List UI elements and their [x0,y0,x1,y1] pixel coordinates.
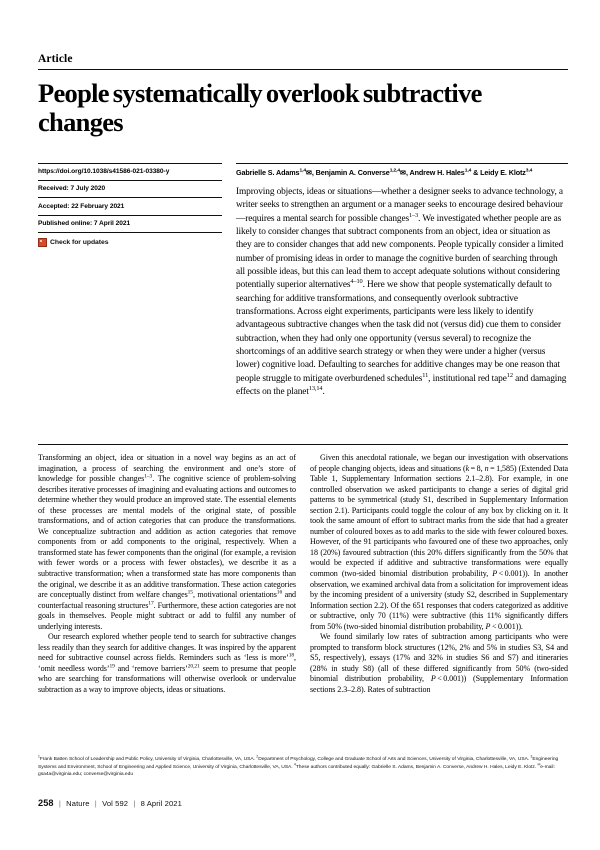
body-divider [38,444,568,445]
received-date: Received: 7 July 2020 [38,180,222,197]
footer-separator-3: | [133,799,136,808]
footer-journal-name: Nature [66,799,90,808]
body-paragraph: We found similarly low rates of subtraction among participants who were prompted to transform block structures (12%, 2% and 5% in studies S3, S4 and S5, respectively), essays (17% and 32% in studies S6 and S7) and itineraries (28% in study S8) (all of these differed significantly from 50% (two-sided binomial distribution probability, P < 0.001)) (Supplementary Information sections 2.3–2.8). Rates of subtraction [310,632,568,695]
footer-page-number: 258 [38,798,54,808]
crossmark-icon [38,238,47,247]
affiliations-footnote: $^1$Frank Batten School of Leadership and Public Policy, University of Virginia, Charlottesville, VA, USA. $^2$Department of Psychology, College and Graduate School of Arts and Sciences, University of Virginia, Charlottesville, VA, USA. $^3$Engineering Systems and Environment, School of Engineering and Applied Science, University of Virginia, Charlottesville, VA, USA. $^4$These authors contributed equally: Gabrielle S. Adams, Benjamin A. Converse, Andrew H. Hales, Leidy E. Klotz. ✉e-mail: gsa4a@virginia.edu; converse@virginia.edu [38,754,559,778]
body-band [38,444,568,696]
body-paragraph: Transforming an object, idea or situation in a novel way begins as an act of imagination, a process of searching the environment and one’s store of knowledge for possible changes$^{1-3}$. The cognitive science of problem-solving describes iterative processes of imagining and evaluating actions and outcomes to determine whether they would produce an improved state. The essential elements of these processes are mental models of the original state, of possible transformations, and of action categories that can produce the transformations. We conceptualize subtraction and addition as action categories that remove components from or add components to the original, respectively. When a transformed state has fewer components than the original (for example, a revision with fewer words or a process with fewer obstacles), we describe it as a subtractive transformation; when a transformed state has more components than the original, we describe it as an additive transformation. These action categories are conceptually distinct from welfare changes$^{15}$, motivational orientations$^{16}$ and counterfactual reasoning structures$^{17}$. Furthermore, these action categories are not goals in themselves. People might subtract or add to fulfil any number of underlying interests. [38,453,297,631]
masthead-divider [38,69,568,70]
author-list: Gabrielle S. Adams$^{1,4}$✉, Benjamin A. Converse$^{1,2,4}$✉, Andrew H. Hales$^{1,4}$ & Leidy E. Klotz$^{3,4}$ [236,163,568,177]
check-for-updates-label: Check for updates [50,238,109,246]
article-kicker: Article [38,53,73,65]
footer-separator-2: | [94,799,97,808]
metadata-column [38,163,222,400]
body-column-right [310,453,568,696]
doi-link[interactable]: https://doi.org/10.1038/s41586-021-03380-y [38,163,222,180]
abstract-column [222,163,568,400]
page-title: People systematically overlook subtractive changes [38,78,482,137]
body-paragraph: Given this anecdotal rationale, we began our investigation with observations of people changing objects, ideas and situations (k = 8, n = 1,585) (Extended Data Table 1, Supplementary Information sections 2.1–2.8). For example, in one controlled observation we asked participants to change a series of digital grid patterns to be symmetrical (study S1, described in Supplementary Information section 2.1). Participants could toggle the colour of any box by clicking on it. It took the same amount of effort to subtract marks from the side that had a greater number of coloured boxes as to add marks to the side with fewer coloured boxes. However, of the 91 participants who favoured one of these two approaches, only 18 (20%) favoured subtraction (this 20% differs significantly from the 50% that would be expected if additive and subtractive transformations were equally common (two-sided binomial distribution probability, P < 0.001)). In another observation, we examined archival data from a solicitation for improvement ideas by the incoming president of a university (study S2, described in Supplementary Information section 2.2). Of the 651 responses that coders categorized as additive or subtractive, only 70 (11%) were subtractive (this 11% significantly differs from 50% (two-sided binomial distribution probability, P < 0.001)). [310,453,568,631]
check-for-updates-button[interactable] [38,238,222,247]
body-paragraph: Our research explored whether people tend to search for subtractive changes less readily than they search for additive changes. It was inspired by the apparent need for subtractive counsel across fields. Reminders such as ‘less is more’$^{18}$, ‘omit needless words’$^{19}$ and ‘remove barriers’$^{20,21}$ seem to presume that people who are searching for transformations will otherwise overlook or undervalue subtraction as a way to improve objects, ideas or situations. [38,632,296,695]
page-footer [38,798,182,808]
abstract-text: Improving objects, ideas or situations—whether a designer seeks to advance technology, a writer seeks to strengthen an argument or a manager seeks to encourage desired behaviour—requires a mental search for possible changes$^{1-3}$. We investigated whether people are as likely to consider changes that subtract components from an object, idea or situation as they are to consider changes that add new components. People typically consider a limited number of promising ideas in order to manage the cognitive burden of searching through all possible ideas, but this can lead them to accept adequate solutions without considering potentially superior alternatives$^{4-10}$. Here we show that people systematically default to searching for additive transformations, and consequently overlook subtractive transformations. Across eight experiments, participants were less likely to identify advantageous subtractive changes when the task did not (versus did) cue them to consider subtraction, when they had only one opportunity (versus several) to recognize the shortcomings of an additive search strategy or when they were under a higher (versus lower) cognitive load. Defaulting to searches for additive changes may be one reason that people struggle to mitigate overburdened schedules$^{11}$, institutional red tape$^{12}$ and damaging effects on the planet$^{13,14}$. [236,187,567,398]
footer-separator-1: | [58,799,61,808]
body-column-left [38,453,296,696]
accepted-date: Accepted: 22 February 2021 [38,197,222,214]
footer-date: 8 April 2021 [140,799,182,808]
masthead [38,52,568,155]
footer-volume: Vol 592 [102,799,129,808]
header-band [38,163,568,400]
published-date: Published online: 7 April 2021 [38,215,222,233]
